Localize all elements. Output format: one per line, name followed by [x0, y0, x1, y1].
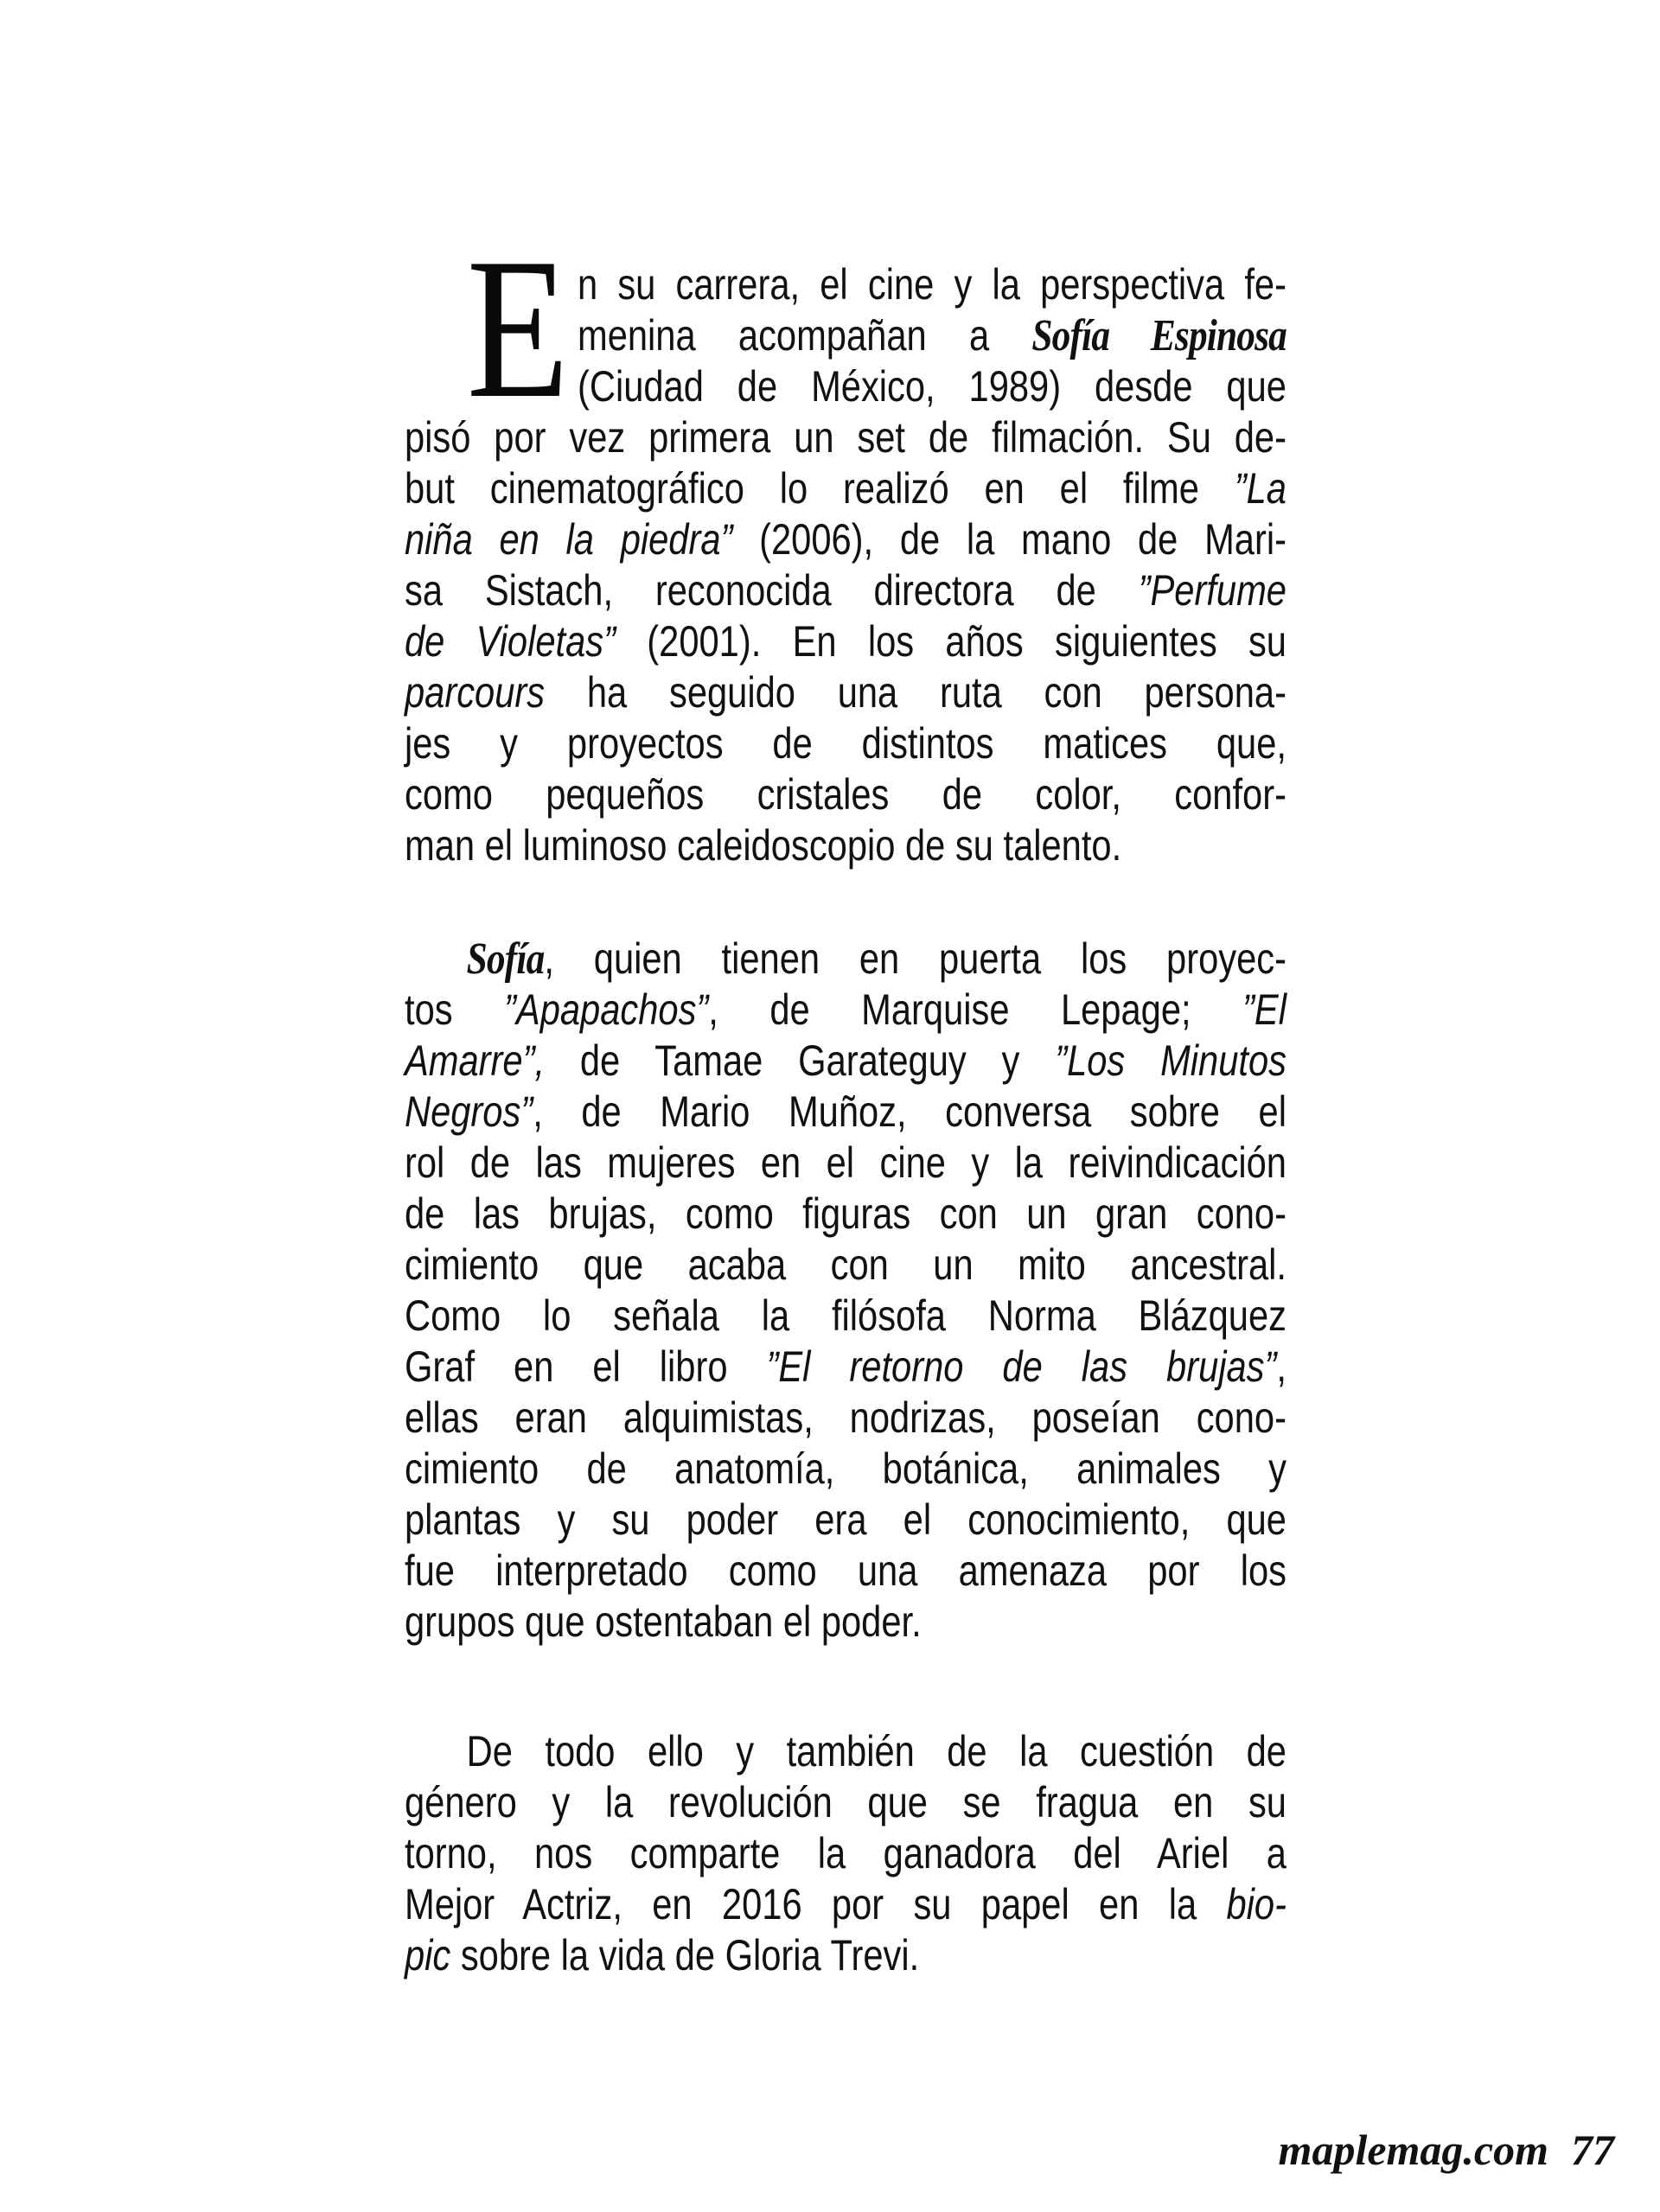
page-number: 77: [1571, 2126, 1614, 2174]
text-segment: pisó por vez primera un set de filmación. Su de-: [405, 413, 1286, 462]
text-segment: n su carrera, el cine y la perspectiva fe-: [577, 260, 1286, 309]
text-segment: but cinematográfico lo realizó en el filme: [405, 464, 1235, 513]
text-segment: Graf en el libro: [405, 1342, 767, 1391]
text-line: [405, 1138, 1286, 1189]
text-segment: ”El: [1242, 985, 1286, 1034]
text-segment: ”La: [1234, 464, 1286, 513]
text-line: [405, 1777, 1286, 1828]
text-line: [405, 1726, 1286, 1777]
text-line: [405, 985, 1286, 1036]
article-body: [405, 217, 1286, 1981]
text-segment: ”Apapachos”: [504, 985, 709, 1034]
text-line: [405, 1087, 1286, 1138]
text-segment: ”El retorno de las brujas”: [766, 1342, 1277, 1391]
text-segment: como pequeños cristales de color, confor-: [405, 770, 1286, 819]
text-segment: (2001). En los años siguientes su: [615, 617, 1286, 666]
text-line: [405, 820, 1286, 871]
text-segment: De todo ello y también de la cuestión de: [466, 1727, 1286, 1775]
person-name: Sofía Espinosa: [1031, 311, 1286, 360]
text-line: [405, 934, 1286, 985]
text-segment: de Violetas”: [405, 617, 616, 666]
paragraph: [405, 217, 1286, 871]
text-segment: cimiento de anatomía, botánica, animales y: [405, 1444, 1286, 1493]
text-line: [405, 1495, 1286, 1546]
text-line: [405, 1342, 1286, 1393]
text-line: [405, 514, 1286, 565]
text-segment: género y la revolución que se fragua en su: [405, 1778, 1286, 1826]
text-segment: , quien tienen en puerta los proyec-: [544, 934, 1286, 983]
person-name: Sofía: [466, 934, 545, 984]
text-segment: rol de las mujeres en el cine y la reivindicación: [405, 1138, 1286, 1187]
text-segment: grupos que ostentaban el poder.: [405, 1597, 922, 1646]
text-segment: jes y proyectos de distintos matices que,: [405, 719, 1286, 768]
text-line: [405, 667, 1286, 718]
text-segment: de las brujas, como figuras con un gran cono-: [405, 1189, 1286, 1238]
text-segment: Como lo señala la filósofa Norma Blázquez: [405, 1291, 1286, 1340]
text-segment: menina acompañan a: [577, 311, 1032, 360]
text-segment: ellas eran alquimistas, nodrizas, poseían cono-: [405, 1393, 1286, 1442]
text-segment: sobre la vida de Gloria Trevi.: [450, 1931, 920, 1979]
text-line: [405, 616, 1286, 667]
text-line: [405, 718, 1286, 769]
paragraph: [405, 934, 1286, 1648]
text-segment: (2006), de la mano de Mari-: [732, 515, 1286, 564]
text-line: [405, 1597, 1286, 1648]
text-segment: de Tamae Garateguy y: [545, 1036, 1056, 1085]
text-segment: cimiento que acaba con un mito ancestral.: [405, 1240, 1286, 1289]
text-segment: (Ciudad de México, 1989) desde que: [577, 362, 1286, 411]
text-line: [405, 1930, 1286, 1981]
text-segment: tos: [405, 985, 505, 1034]
text-segment: bio-: [1226, 1880, 1286, 1928]
text-line: [405, 1240, 1286, 1291]
text-segment: ”Los Minutos: [1055, 1036, 1286, 1085]
text-segment: fue interpretado como una amenaza por los: [405, 1546, 1286, 1595]
text-segment: pic: [405, 1931, 451, 1979]
text-segment: , de Mario Muñoz, conversa sobre el: [533, 1087, 1286, 1136]
text-line: [405, 1189, 1286, 1240]
text-segment: niña en la piedra”: [405, 515, 733, 564]
drop-cap: E: [466, 217, 570, 440]
text-line: [405, 463, 1286, 514]
text-segment: ha seguido una ruta con persona-: [545, 668, 1286, 717]
text-segment: ”Perfume: [1138, 566, 1286, 615]
text-segment: man el luminoso caleidoscopio de su talento.: [405, 821, 1122, 870]
text-segment: , de Marquise Lepage;: [708, 985, 1243, 1034]
text-segment: ,: [1276, 1342, 1286, 1391]
text-line: [405, 769, 1286, 820]
text-line: [405, 1036, 1286, 1087]
page-footer: [1278, 2126, 1614, 2174]
text-line: [405, 1546, 1286, 1597]
text-segment: torno, nos comparte la ganadora del Ariel a: [405, 1829, 1286, 1877]
text-line: [405, 1393, 1286, 1444]
text-segment: Negros”: [405, 1087, 533, 1136]
text-line: [405, 412, 1286, 463]
text-line: [405, 1291, 1286, 1342]
magazine-url: maplemag.com: [1278, 2126, 1548, 2174]
text-line: [405, 1444, 1286, 1495]
text-segment: Mejor Actriz, en 2016 por su papel en la: [405, 1880, 1227, 1928]
text-line: [405, 565, 1286, 616]
text-segment: sa Sistach, reconocida directora de: [405, 566, 1139, 615]
text-line: [405, 1879, 1286, 1930]
text-segment: parcours: [405, 668, 546, 717]
text-segment: plantas y su poder era el conocimiento, que: [405, 1495, 1286, 1544]
text-line: [405, 1828, 1286, 1879]
text-segment: Amarre”,: [405, 1036, 546, 1085]
paragraph: [405, 1726, 1286, 1981]
